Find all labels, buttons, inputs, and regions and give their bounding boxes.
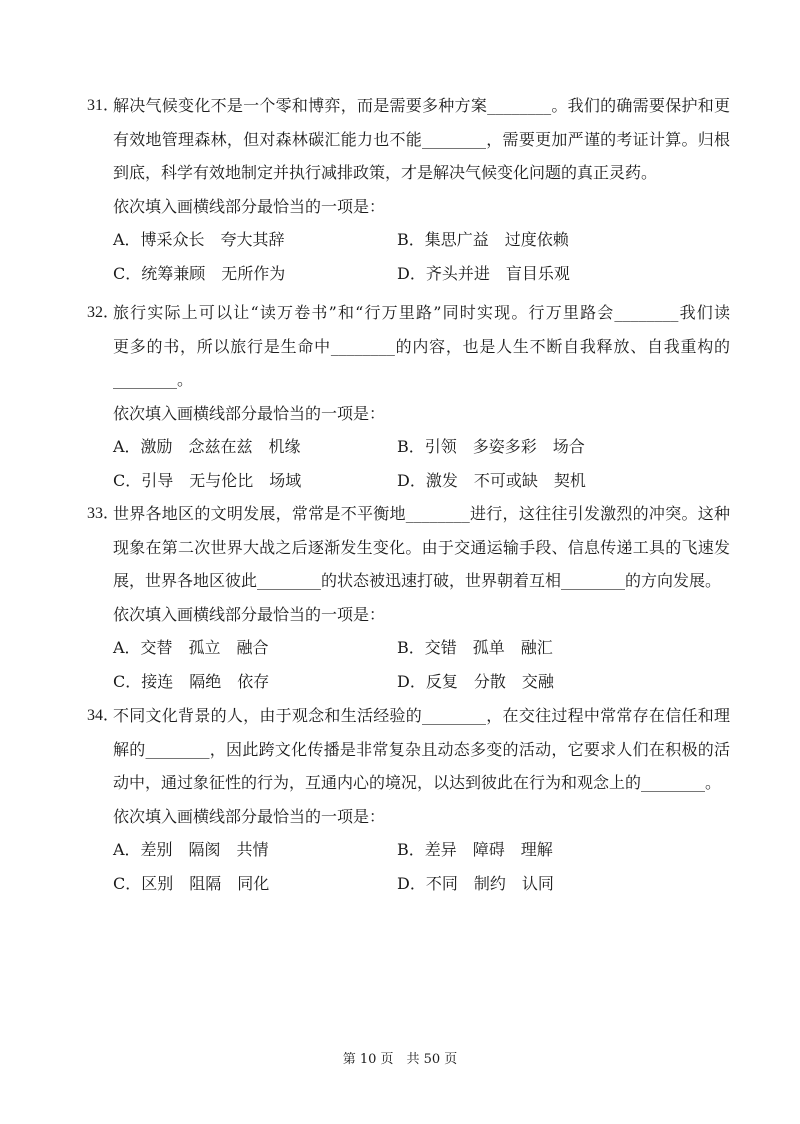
answer-option-d[interactable]: D．反复 分散 交融 [397,671,554,691]
question-text-line: 旅行实际上可以让“读万卷书”和“行万里路”同时实现。行万里路会________我们读 [113,303,730,322]
answer-option-c[interactable]: C．接连 隔绝 依存 [113,671,270,691]
question-number: 34． [87,707,120,724]
question-prompt: 依次填入画横线部分最恰当的一项是： [113,403,386,423]
answer-option-b[interactable]: B．集思广益 过度依赖 [397,230,569,249]
question-text-line: 现象在第二次世界大战之后逐渐发生变化。由于交通运输手段、信息传递工具的飞速发 [113,537,730,557]
question-number: 32． [87,304,120,321]
question-text-line: ________。 [113,370,194,389]
question-prompt: 依次填入画横线部分最恰当的一项是： [113,604,386,624]
question-text-line: 不同文化背景的人，由于观念和生活经验的________，在交往过程中常常存在信任和理 [113,706,730,725]
question-text-line: 解的________，因此跨文化传播是非常复杂且动态多变的活动，它要求人们在积极的活 [113,739,730,759]
question-prompt: 依次填入画横线部分最恰当的一项是： [113,196,386,216]
answer-option-d[interactable]: D．不同 制约 认同 [397,873,554,893]
answer-option-b[interactable]: B．交错 孤单 融汇 [397,638,553,657]
answer-option-a[interactable]: A．激励 念兹在兹 机缘 [113,437,301,456]
question-prompt: 依次填入画横线部分最恰当的一项是： [113,806,386,826]
question-text-line: 有效地管理森林，但对森林碳汇能力也不能________，需要更加严谨的考证计算。归根 [113,129,730,149]
answer-option-a[interactable]: A．差别 隔阂 共情 [113,840,269,859]
answer-option-c[interactable]: C．统筹兼顾 无所作为 [113,263,286,283]
question-text-line: 到底，科学有效地制定并执行减排政策，才是解决气候变化问题的真正灵药。 [113,163,658,182]
question-text-line: 世界各地区的文明发展，常常是不平衡地________进行，这往往引发激烈的冲突。这种 [113,504,730,523]
answer-option-a[interactable]: A．交替 孤立 融合 [113,638,269,657]
answer-option-a[interactable]: A．博采众长 夸大其辞 [113,230,285,249]
question-number: 33． [87,505,120,522]
answer-option-b[interactable]: B．引领 多姿多彩 场合 [397,437,585,456]
question-text-line: 动中，通过象征性的行为，互通内心的境况，以达到彼此在行为和观念上的________。 [113,773,722,792]
answer-option-c[interactable]: C．引导 无与伦比 场域 [113,470,302,490]
page-footer: 第 10 页 共 50 页 [342,1052,458,1067]
answer-option-c[interactable]: C．区别 阻隔 同化 [113,873,270,893]
question-number: 31． [87,97,120,114]
question-text-line: 解决气候变化不是一个零和博弈，而是需要多种方案________。我们的确需要保护和更 [113,96,730,115]
question-text-line: 展，世界各地区彼此________的状态被迅速打破，世界朝着互相________的方向发展。 [113,571,722,590]
question-text-line: 更多的书，所以旅行是生命中________的内容，也是人生不断自我释放、自我重构的 [113,336,730,356]
answer-option-d[interactable]: D．激发 不可或缺 契机 [397,470,586,490]
answer-option-d[interactable]: D．齐头并进 盲目乐观 [397,263,570,283]
answer-option-b[interactable]: B．差异 障碍 理解 [397,840,553,859]
